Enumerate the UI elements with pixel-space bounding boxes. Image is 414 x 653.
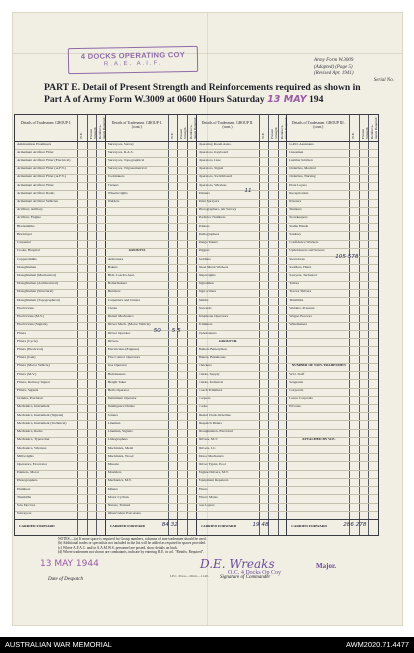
count-header: Reinforce-ments Required — [98, 117, 107, 139]
table-row-line — [15, 338, 378, 339]
trade-name: Hairdressers — [107, 371, 126, 376]
trade-name: Masons — [107, 461, 119, 466]
count-header: Reinforce-ments Required — [279, 117, 288, 139]
trade-name: Orderlies, Nursing — [289, 174, 316, 179]
trade-name: Tinsmiths — [289, 297, 304, 302]
trade-name: Corporals — [289, 388, 304, 393]
carried-forward-label: CARRIED FORWARD — [109, 524, 146, 528]
trade-name: Smiths — [198, 297, 209, 302]
trade-name: Linesmen — [289, 149, 304, 154]
form-adapted: (Adapted) (Page 5) — [314, 64, 353, 70]
trade-name: Intelligence Duties — [107, 404, 135, 409]
trade-name: Gas Layers — [198, 503, 215, 508]
table-row-line — [15, 494, 378, 495]
trade-name: Operators, Line — [198, 157, 221, 162]
trade-name: Fire Control Operators — [107, 355, 141, 360]
count-header: Present Strength — [179, 127, 188, 139]
trade-name: Armament Artificer Vehicles — [17, 199, 58, 204]
trade-name: Orderlies, Medical — [289, 166, 316, 171]
count-column — [177, 115, 188, 535]
trade-name: Fitters (Gun) — [17, 355, 36, 360]
handwritten-entry: 5 5 — [171, 328, 181, 334]
trade-name: Artificer, Artillery — [17, 207, 43, 212]
trade-name: Coppersmiths — [17, 256, 37, 261]
title-year: 194 — [308, 94, 324, 105]
carried-forward-label: CARRIED FORWARD — [291, 524, 327, 528]
trade-name: Engine Drivers, M.T. — [198, 470, 229, 475]
trade-name: Sergeants — [289, 379, 303, 384]
trade-name: Hello Operator — [107, 388, 130, 393]
trade-name: Fitters — [198, 486, 208, 491]
trade-name: Armament Artificer Fitter (A.F.V.) — [17, 174, 66, 179]
trade-name: Photographers — [17, 478, 38, 483]
count-column — [268, 115, 279, 535]
trade-name: G.P.O. Assistants — [289, 141, 314, 146]
trade-name: Receptionists — [289, 190, 309, 195]
trade-name: Bathers Batteryman — [198, 346, 227, 351]
table-row-line — [15, 346, 378, 347]
trade-name: Blacksmiths — [17, 223, 35, 228]
trade-name: Electricians (Engines) — [107, 346, 140, 351]
serial-number-label: Serial No. — [373, 77, 394, 83]
table-row-line — [15, 445, 378, 446]
trade-name: Linemen, Signals — [107, 429, 133, 434]
trade-name: Dental Mechanics — [107, 314, 134, 319]
trade-name: Bldr. Coach's Asst. — [107, 272, 135, 277]
trade-name: Plate Layers — [289, 182, 307, 187]
carried-forward-row — [15, 519, 378, 520]
trade-name: Printers — [198, 223, 210, 228]
count-header: W.E. — [79, 132, 83, 139]
trade-name: Upholsterers — [198, 330, 217, 335]
note: (d) Where tradesmen not shown are combatants, indicate by entering R.E. in col. "Reinfts. Required". — [58, 550, 205, 555]
trade-name: Mechanics, Wireless — [17, 445, 47, 450]
trade-name: Coach Trimmers — [198, 388, 223, 393]
trade-name: W.O. Staff — [289, 371, 305, 376]
stamp-line-1: 4 DOCKS OPERATING COY — [80, 50, 186, 61]
trade-name: Butchers — [107, 289, 121, 294]
trade-name: Equipment Repairers — [198, 478, 229, 483]
trade-name: Wheelwrights — [107, 190, 128, 195]
trade-name: Toolmakers — [107, 174, 125, 179]
trade-name: Turners — [107, 182, 119, 187]
trade-name: Despatch Riders — [198, 420, 222, 425]
trade-name: Painters, Motor — [17, 470, 40, 475]
trade-name: Fitters — [17, 330, 27, 335]
trade-name: Draughtsmen (Architectural) — [17, 281, 59, 286]
trade-name: Sign-writers — [198, 289, 217, 294]
trade-name: Upholsterers and Sewers — [289, 248, 325, 253]
trade-name: Electricians — [17, 305, 34, 310]
trade-name: Surveyors, R.A.S. — [107, 149, 134, 154]
count-header: W.E. — [169, 132, 174, 139]
trade-name: Fitters, Railway Signal — [17, 379, 50, 384]
trade-name: Armament Artificer Radio — [17, 190, 55, 195]
trade-name: ATTACHED BY W.E. — [302, 437, 336, 442]
strength-table — [14, 114, 379, 536]
trade-name: Drivers — [107, 338, 119, 343]
trade-name: Operators, Signal — [198, 166, 224, 171]
trade-name: Armament Artificer Fitter (Electrical) — [17, 157, 71, 162]
trade-name: Driver Typist, Pool — [198, 461, 226, 466]
trade-name: Machinists, Wood — [107, 453, 134, 458]
header-rule — [15, 141, 378, 142]
note: NOTES.—(a) If more space is required for Group numbers, columns of non-tradesmen should be used. — [58, 537, 207, 541]
count-header: Present Strength — [360, 127, 369, 139]
trade-name: Bakers — [107, 264, 118, 269]
trade-name: Checkers — [198, 363, 212, 368]
trade-name: Welders — [107, 199, 120, 204]
trade-name: Fitters (Motor Vehicle) — [17, 363, 50, 368]
trade-name: Sheet Metal Workers — [198, 264, 229, 269]
trade-name: Saddlers, Hand — [289, 264, 311, 269]
trade-name: Radiographers — [198, 231, 220, 236]
trade-name: Riveters — [289, 199, 302, 204]
trade-name: Saw Doctors — [17, 503, 36, 508]
table-row-line — [15, 486, 378, 487]
trade-name: Fitters (Cycle) — [17, 338, 38, 343]
trade-name: Mechanics, Typewriter — [17, 437, 50, 442]
carried-forward-value: 19 48 — [252, 522, 269, 528]
trade-name: Draughtsmen (Topographical) — [17, 297, 60, 302]
trade-name: Surveyors, Survey — [107, 141, 134, 146]
trade-name: Mechanics, Instrument (Signals) — [17, 412, 64, 417]
count-header: Present Strength — [270, 127, 279, 139]
trade-name: Signalmen — [198, 281, 214, 286]
trade-name: Wagon Erectors — [289, 314, 312, 319]
form-revised: (Revised Apr. 1941) — [314, 71, 354, 76]
trade-name: Shipwrights — [198, 272, 216, 277]
trade-name: Motor Cyclists — [107, 494, 129, 499]
signature-rank: Major. — [316, 562, 337, 570]
table-row-line — [15, 420, 378, 421]
table-row-line — [15, 478, 378, 479]
trade-name: Confidence Workers — [289, 240, 319, 245]
trade-name: Sanitary — [289, 231, 302, 236]
trade-name: Moulders — [107, 470, 122, 475]
trade-name: Bakers, Bakehouse — [198, 355, 226, 360]
note: (b) Additional trades or specialists not included in the list will be added as required in spaces provided. — [58, 541, 206, 546]
trade-name: Joiners — [107, 412, 118, 417]
count-column — [359, 115, 370, 535]
trade-name: Saddlers — [198, 256, 211, 261]
count-header: W.E. — [260, 132, 265, 139]
trade-name: Observation Post Assts. — [107, 511, 142, 516]
group-header: Details of Tradesmen. GROUP III. (cont.) — [291, 121, 345, 130]
trade-name: Range Takers — [198, 240, 218, 245]
count-header: W.E. — [351, 132, 356, 139]
count-column — [87, 115, 98, 535]
trade-name: Gas Operator — [107, 363, 127, 368]
trade-name: Armament Artificer Fitter — [17, 182, 54, 187]
group-header: Details of Tradesmen. GROUP I. (cont.) — [111, 121, 162, 130]
table-row-line — [15, 412, 378, 413]
trade-name: Electricians (Signals) — [17, 322, 48, 327]
form-number: Army Form W.3009 — [314, 58, 354, 63]
trade-name: Welders, Pressure — [289, 305, 315, 310]
unit-stamp — [68, 46, 198, 74]
form-title — [44, 82, 364, 106]
trade-name: Draughtsmen, Electrical — [198, 429, 233, 434]
trade-name: Armament Artificer Fitter (A.F.V.) — [17, 166, 66, 171]
handwritten-entry: 11 — [244, 188, 252, 195]
trade-name: Storekeepers — [289, 215, 308, 220]
trade-name: Machinists, Metal — [107, 445, 134, 450]
trade-name: Operators, Wireless — [198, 182, 227, 187]
count-header: Present Strength — [88, 127, 97, 139]
title-text: PART E. Detail of Present Strength and Reinforcements required as shown in Part A of Army Form W.3009 at 0600 Hours Saturday — [44, 82, 361, 105]
trade-name: Armourers — [107, 256, 124, 261]
trade-name: Driver Mech. (Motor Vehicle) — [107, 322, 151, 327]
trade-name: Lumber Kitchen — [289, 157, 313, 162]
trade-name: Cooks, Hospital — [17, 248, 40, 253]
trade-name: GROUP II. — [128, 248, 146, 253]
trade-name: Artificer, Engine — [17, 215, 41, 220]
trade-name: Armament Artificer Fitter — [17, 149, 54, 154]
trade-name: Painters — [198, 190, 210, 195]
trade-name: Bricklayer — [17, 231, 32, 236]
form-reference — [314, 58, 394, 84]
trade-name: Linemen — [107, 420, 121, 425]
trade-name: Motor Mechanics — [198, 453, 224, 458]
table-row-line — [15, 461, 378, 462]
trade-name: Driver Operator — [107, 330, 131, 335]
trade-name: Trimmers — [198, 322, 213, 327]
trade-name: Electricians (M.V.) — [17, 314, 45, 319]
archive-ref: AWM2020.71.4477 — [346, 640, 409, 649]
trade-name: Operators, Keyboard — [198, 149, 229, 154]
trade-name: Mechanics, Instrument (Technical) — [17, 420, 67, 425]
trade-name: Drivers, I.C. — [198, 445, 217, 450]
despatch-date-stamp: 13 MAY 1944 — [40, 559, 99, 569]
trade-name: Operators, Excavator — [17, 461, 48, 466]
trade-name: Stable Hands — [289, 223, 309, 228]
trade-name: Fitters' Mates — [198, 494, 218, 499]
table-row-line — [15, 453, 378, 454]
signature-oc: O.C. 4 Docks Op Coy — [228, 570, 282, 576]
count-header: Reinforce-ments Required — [188, 117, 197, 139]
trade-name: Fitters (M.V.) — [17, 371, 37, 376]
caption-bar — [0, 637, 414, 653]
handwritten-entry: 105 578 — [335, 254, 359, 261]
trade-name: Millwrights — [17, 453, 34, 458]
signature: D.E. Wreaks — [200, 557, 275, 571]
trade-name: Stewards — [198, 305, 212, 310]
table-row-line — [15, 503, 378, 504]
trade-name: Stevedores — [289, 256, 305, 261]
despatch-date-label: Date of Despatch — [48, 577, 83, 582]
trade-name: Carpenter — [17, 240, 31, 245]
trade-name: Mechanics, Radio — [17, 429, 43, 434]
trade-name: Grinder, Precision — [17, 396, 43, 401]
trade-name: Fitters, Signals — [17, 388, 39, 393]
trade-name: Predictor Numbers — [198, 215, 226, 220]
trade-name: Operators, Switchboard — [198, 174, 233, 179]
trade-name: Surveyors, Topographical — [107, 157, 145, 162]
trade-name: Ammunition Examiners — [17, 141, 52, 146]
stamp-line-2: R.A.E. A.I.F. — [103, 60, 163, 68]
carried-forward-label: CARRIED FORWARD — [200, 524, 237, 528]
trade-name: NUMBER OF NON-TRADESMEN — [291, 363, 346, 368]
table-row-line — [15, 330, 378, 331]
carried-forward-label: CARRIED FORWARD — [19, 524, 55, 528]
note: (c) Where A.F.A.C. and/or A.A.M.W.S. personnel are posted, show details on back. — [58, 545, 178, 550]
trade-name: Sawyers, Technical — [289, 272, 317, 277]
trade-name: Plumbers — [17, 486, 31, 491]
trade-name: Clerks — [107, 305, 118, 310]
trade-name: Miners — [107, 486, 118, 491]
trade-name: Coopers — [198, 396, 211, 401]
archive-name: AUSTRALIAN WAR MEMORIAL — [5, 640, 112, 649]
trade-name: Clerks, Technical — [198, 379, 224, 384]
trade-name: Surveyors, Trigonometrical — [107, 166, 147, 171]
trade-name: Winemakers — [289, 322, 308, 327]
table-row-line — [15, 470, 378, 471]
trade-name: Drivers, M.T. — [198, 437, 218, 442]
trade-name: Surveyors — [17, 511, 32, 516]
group-header: Details of Tradesmen. GROUP I. — [20, 121, 72, 125]
trade-name: Instrument Operator — [107, 396, 137, 401]
trade-name: Tractor Drivers — [289, 289, 312, 294]
table-row-line — [15, 511, 378, 512]
trade-name: Nurses, Trained — [107, 503, 131, 508]
trade-name: Dental Clerk Orderlies — [198, 412, 231, 417]
trade-name: Cooks — [198, 404, 208, 409]
trade-name: Lance Corporals — [289, 396, 313, 401]
printer-mark: I.P.C. Press—Dmd.—1140. — [170, 574, 209, 578]
trade-name: Lithographers — [107, 437, 128, 442]
trade-name: Telephone Operators — [198, 314, 229, 319]
trade-name: Height Taker — [107, 379, 127, 384]
trade-name: Tailors — [289, 281, 300, 286]
trade-name: Paint Sprayers — [198, 199, 220, 204]
trade-name: Draughtsmen (Mechanical) — [17, 272, 56, 277]
trade-name: Shunters — [289, 207, 302, 212]
trade-name: Clerks, Supply — [198, 371, 220, 376]
group-header: Details of Tradesmen. GROUP II. (cont.) — [201, 121, 254, 130]
table-row-line — [15, 429, 378, 430]
handwritten-entry: 50 — [153, 328, 161, 334]
title-handwritten-date: 13 MAY — [267, 94, 307, 105]
trade-name: Fitters (Electrical) — [17, 346, 43, 351]
table-row-line — [15, 355, 378, 356]
carried-forward-value: 84 32 — [161, 522, 178, 528]
trade-name: Photographers, Air Survey — [198, 207, 237, 212]
trade-name: Carpenters and Joiners — [107, 297, 141, 302]
trade-name: Mechanics, M.T. — [107, 478, 132, 483]
trade-name: Mechanics, Instrument — [17, 404, 50, 409]
trade-name: Riggers — [198, 248, 210, 253]
trade-name: Privates — [289, 404, 301, 409]
carried-forward-value: 286 278 — [343, 522, 367, 528]
trade-name: Draughtsmen (Structural) — [17, 289, 54, 294]
trade-name: Draughtsmen — [17, 264, 37, 269]
count-header: Reinforce-ments Required — [370, 117, 379, 139]
trade-name: GROUP III. — [218, 338, 238, 343]
trade-name: Tinsmiths — [17, 494, 32, 499]
signature-label: Signature of Commander — [220, 575, 271, 580]
form-notes — [58, 537, 358, 555]
trade-name: Operating Room Assts. — [198, 141, 232, 146]
trade-name: Boilermakers — [107, 281, 127, 286]
